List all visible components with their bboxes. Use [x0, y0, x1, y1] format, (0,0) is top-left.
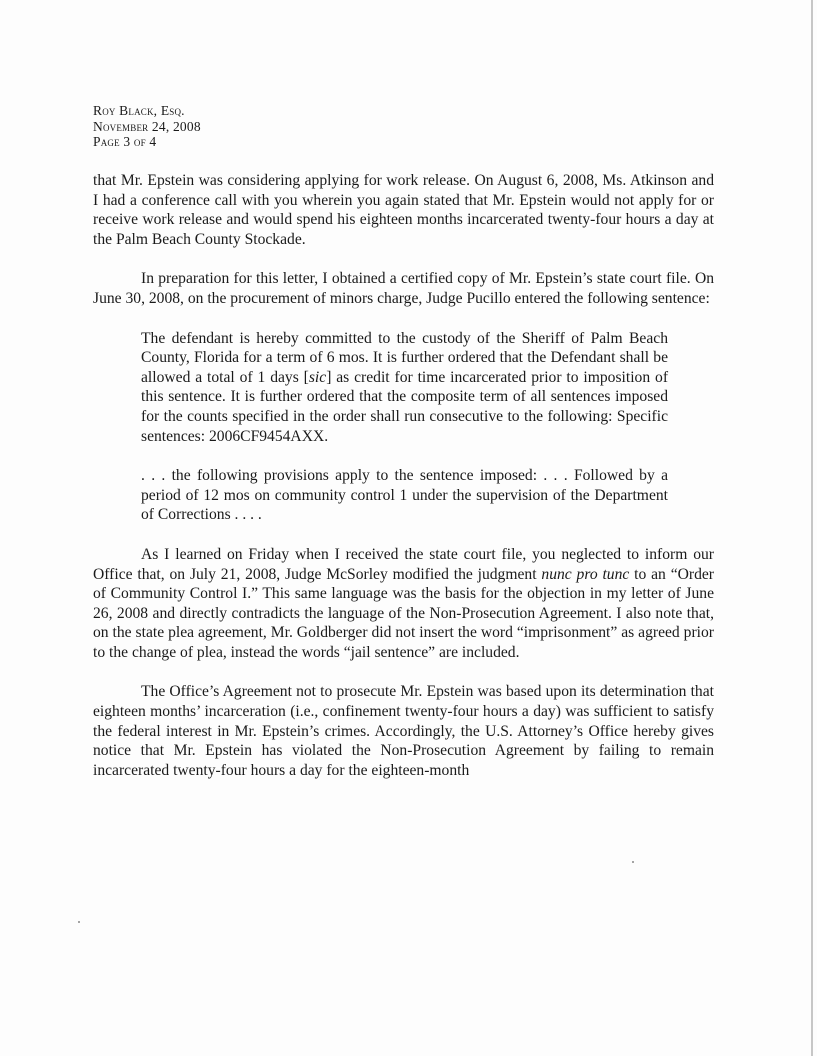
- header-recipient: Roy Black, Esq.: [93, 103, 185, 118]
- quote-sentence-order: [141, 329, 668, 447]
- scan-speck: [632, 861, 634, 863]
- letter-body: [93, 171, 714, 800]
- nunc-pro-tunc: nunc pro tunc: [541, 565, 630, 583]
- paragraph-certified-copy: In preparation for this letter, I obtained a certified copy of Mr. Epstein’s state court file. On June 30, 2008, on the procurement of minors charge, Judge Pucillo entered the following sentence:: [93, 270, 714, 307]
- paragraph-state-court-file-part1: As I learned on Friday when I received the state court file, you neglected to inform our Office that, on July 21, 2008, Judge McSorley modified the judgment: [93, 545, 714, 583]
- header-page-number: Page 3 of 4: [93, 134, 157, 149]
- paragraph-violation-notice: The Office’s Agreement not to prosecute Mr. Epstein was based upon its determination that eighteen months’ incarceration (i.e., confinement twenty-four hours a day) was sufficient to satisfy the federal interest in Mr. Epstein’s crimes. Accordingly, the U.S. Attorney’s Office hereby gives notice that Mr. Epstein has violated the Non-Prosecution Agreement by failing to remain incarcerated twenty-four hours a day for the eighteen-month: [93, 683, 714, 779]
- quote-sentence-part2: ] as credit for time incarcerated prior to imposition of this sentence. It is further ordered that the composite term of all sentences imposed for the counts specified in the order shall run consecutive to the following: Specific sentences: 2006CF9454AXX.: [141, 368, 669, 445]
- header-date: November 24, 2008: [93, 118, 201, 134]
- paragraph-state-court-file-part2: to an “Order of Community Control I.” This same language was the basis for the objection in my letter of June 26, 2008 and directly contradicts the language of the Non-Prosecution Agreement. I also note that, on the state plea agreement, Mr. Goldberger did not insert the word “imprisonment” as agreed prior to the change of plea, instead the words “jail sentence” are included.: [93, 565, 714, 661]
- scan-edge-line: [811, 0, 813, 1056]
- quote-sic: sic: [308, 368, 327, 386]
- quote-sentence-part1: The defendant is hereby committed to the custody of the Sheriff of Palm Beach County, Florida for a term of 6 mos. It is further ordered that the Defendant shall be allowed a total of 1 days [: [141, 329, 668, 386]
- scan-speck: [78, 921, 80, 923]
- paragraph-state-court-file: [93, 545, 714, 663]
- quote-provisions: . . . the following provisions apply to the sentence imposed: . . . Followed by a period of 12 mos on community control 1 under the supervision of the Department of Corrections . . . .: [141, 467, 668, 524]
- paragraph-continuation: that Mr. Epstein was considering applying for work release. On August 6, 2008, Ms. Atkinson and I had a conference call with you wherein you again stated that Mr. Epstein would not apply for or receive work release and would spend his eighteen months incarcerated twenty-four hours a day at the Palm Beach County Stockade.: [93, 172, 714, 248]
- letter-header: [93, 103, 201, 150]
